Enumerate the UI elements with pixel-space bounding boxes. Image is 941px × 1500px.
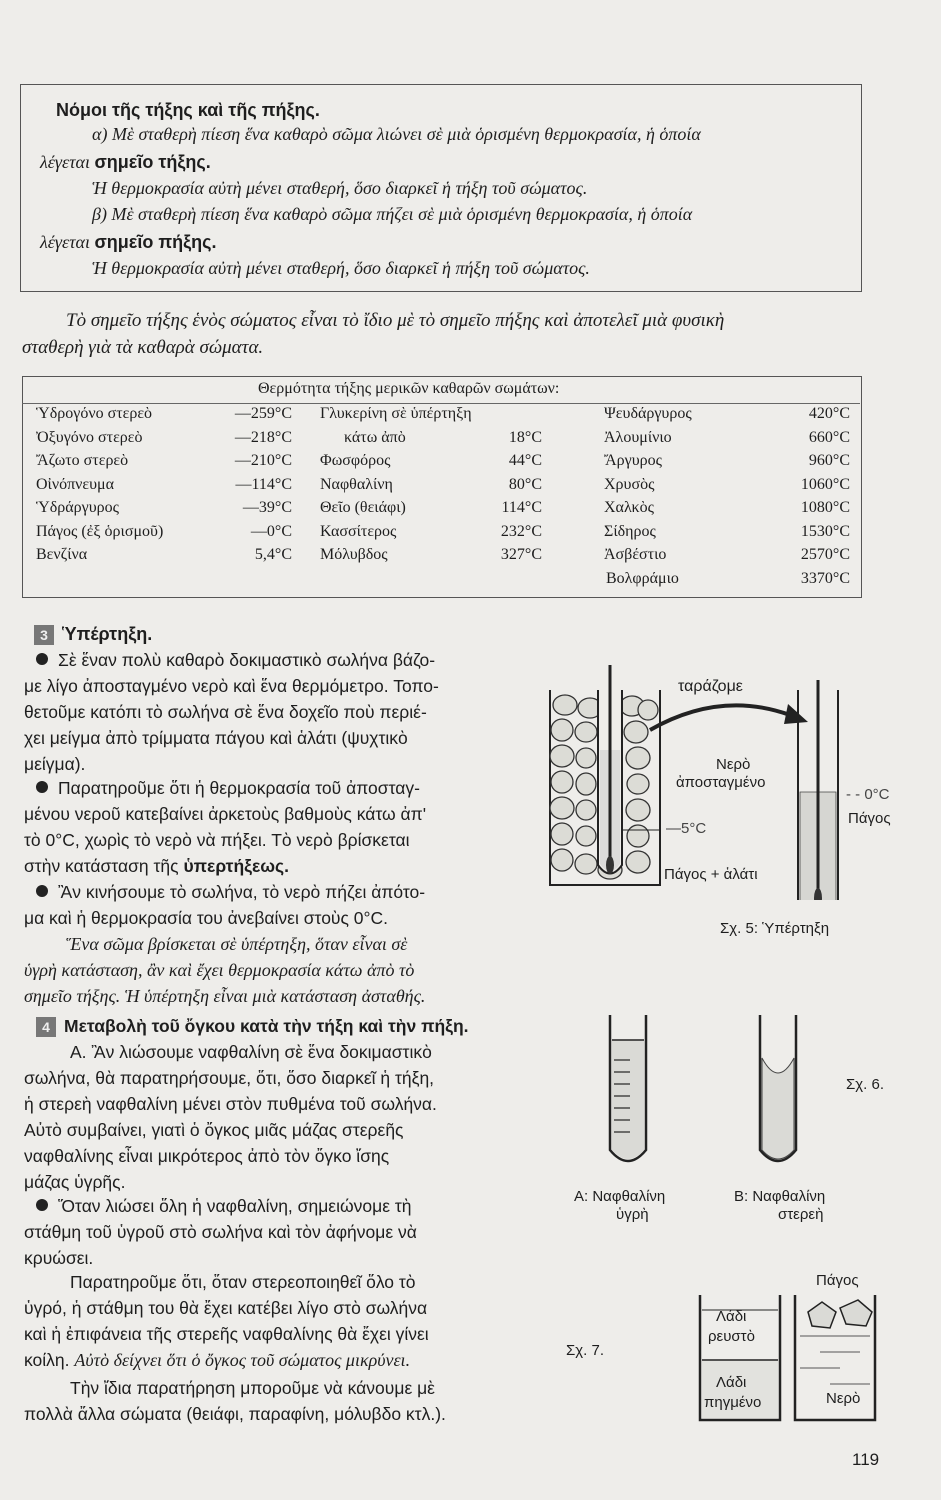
s3-p2-line-0: Παρατηροῦμε ὅτι ἡ θερμοκρασία τοῦ ἀποσταγ- <box>36 778 420 799</box>
liquid-naphthalene-tube <box>610 1015 646 1161</box>
fig5-distilled-label: ἀποσταγμένο <box>676 774 766 791</box>
table-cell-name: Πάγος (ἐξ ὁρισμοῦ) <box>36 522 164 540</box>
fig7-liquid-label: ρευστὸ <box>708 1328 755 1345</box>
table-cell-value: 327°C <box>500 546 542 563</box>
table-cell-value: 80°C <box>508 475 542 493</box>
table-cell-name: Ψευδάργυρος <box>604 405 692 422</box>
s4-pA-line-0: Α. Ἂν λιώσουμε ναφθαλίνη σὲ ἕνα δοκιμαστικὸ <box>70 1042 432 1062</box>
s4-pA-line-3: Αὐτὸ συμβαίνει, γιατὶ ὁ ὄγκος μιᾶς μάζας στερεῆς <box>24 1120 404 1140</box>
table-cell-value: 114°C <box>501 499 542 516</box>
table-cell-name: κάτω ἀπὸ <box>344 428 406 446</box>
s4-pC-line-3: κοίλη. Αὐτὸ δείχνει ὅτι ὁ ὄγκος τοῦ σώματος μικρύνει. <box>24 1350 411 1370</box>
s3-p2-line-1: μένου νεροῦ κατεβαίνει ἀρκετοὺς βαθμοὺς κάτω ἀπ' <box>24 804 427 824</box>
s3-p1-line-3: χει μείγμα ἀπὸ τρίμματα πάγου καὶ ἁλάτι (ψυχτικὸ <box>24 728 408 748</box>
table-cell-value: 232°C <box>500 522 542 540</box>
table-cell-value: 1530°C <box>800 522 850 540</box>
fig5-ice-salt-label: Πάγος + ἁλάτι <box>664 866 758 883</box>
statement-line-2: σταθερὴ γιὰ τὰ καθαρὰ σώματα. <box>22 337 264 358</box>
bullet-icon <box>36 1199 48 1211</box>
table-cell-value: —0°C <box>250 522 292 540</box>
ice-salt-beaker <box>550 665 660 885</box>
table-cell-name: Βενζίνα <box>36 546 88 563</box>
table-cell-name: Ναφθαλίνη <box>320 475 393 493</box>
fig7-oil-solid-label: Λάδι <box>716 1374 747 1391</box>
table-cell-name: Ἀσβέστιο <box>604 546 667 563</box>
frozen-tube <box>798 680 838 900</box>
table-cell-name: Κασσίτερος <box>320 522 397 540</box>
s3-def-line-2: σημεῖο τήξης. Ἡ ὑπέρτηξη εἶναι μιὰ κατάσταση ἀσταθής. <box>24 986 426 1006</box>
table-cell-value: —210°C <box>234 452 292 469</box>
section4-heading <box>36 1016 469 1037</box>
s4-pA-line-4: ναφθαλίνης εἶναι μικρότερος ἀπὸ τὸν ὄγκο ἴσης <box>24 1146 390 1166</box>
s3-p1-line-0: Σὲ ἕναν πολὺ καθαρὸ δοκιμαστικὸ σωλήνα βάζο- <box>36 650 435 671</box>
s3-p3-line-0: Ἂν κινήσουμε τὸ σωλήνα, τὸ νερὸ πήζει ἀπότο- <box>36 882 425 903</box>
fig6-b-label: Β: Ναφθαλίνη <box>734 1188 826 1205</box>
s4-pC-conclusion: Αὐτὸ δείχνει ὅτι ὁ ὄγκος τοῦ σώματος μικρύνει. <box>74 1350 411 1370</box>
fig6-a-label: Α: Ναφθαλίνη <box>574 1188 666 1205</box>
law-a-rule: Ἡ θερμοκρασία αὐτὴ μένει σταθερή, ὅσο διαρκεῖ ἡ τήξη τοῦ σώματος. <box>92 178 588 198</box>
statement-line-1: Τὸ σημεῖο τήξης ἑνὸς σώματος εἶναι τὸ ἴδιο μὲ τὸ σημεῖο πήξης καὶ ἀποτελεῖ μιὰ φυσικὴ <box>66 310 725 331</box>
s3-def-line-0: Ἕνα σῶμα βρίσκεται σὲ ὑπέρτηξη, ὅταν εἶναι σὲ <box>66 934 408 954</box>
s4-pB-line-2: κρυώσει. <box>24 1248 94 1268</box>
s4-pC-line-1: ὑγρό, ἡ στάθμη του θὰ ἔχει κατέβει λίγο στὸ σωλήνα <box>24 1298 428 1318</box>
s4-pD-line-0: Τὴν ἴδια παρατήρηση μποροῦμε νὰ κάνουμε μὲ <box>70 1378 435 1398</box>
table-cell-name: Ὀξυγόνο στερεὸ <box>36 428 143 446</box>
table-cell-name: Χαλκὸς <box>604 499 654 516</box>
fig5-caption: Σχ. 5: Ὑπέρτηξη <box>720 920 830 937</box>
section3-number: 3 <box>34 625 54 645</box>
s4-pA-line-1: σωλήνα, θὰ παρατηρήσουμε, ὅτι, ὅσο διαρκεῖ ἡ τήξη, <box>24 1068 435 1088</box>
table-cell-name: Φωσφόρος <box>320 452 391 469</box>
fig7-water-label: Νερὸ <box>826 1390 861 1407</box>
fig6-caption: Σχ. 6. <box>846 1076 884 1093</box>
bullet-icon <box>36 653 48 665</box>
law-b-term: σημεῖο πήξης. <box>94 232 217 252</box>
table-divider <box>22 403 860 404</box>
table-cell-value: 960°C <box>808 452 850 469</box>
table-cell-value: 3370°C <box>800 569 850 587</box>
table-cell-value: —218°C <box>234 428 292 446</box>
table-cell-name: Χρυσὸς <box>604 475 655 493</box>
s3-p3-line-1: μα καὶ ἡ θερμοκρασία του ἀνεβαίνει στοὺς 0°C. <box>24 908 389 928</box>
table-cell-name: Θεῖο (θειάφι) <box>320 499 406 516</box>
table-cell-value: —114°C <box>235 475 292 493</box>
s4-pD-line-1: πολλὰ ἄλλα σώματα (θειάφι, παραφίνη, μόλυβδο κτλ.). <box>24 1404 446 1424</box>
table-cell-name: Οἰνόπνευμα <box>36 475 115 493</box>
s3-p2-line-2: τὸ 0°C, χωρὶς τὸ νερὸ νὰ πήξει. Τὸ νερὸ βρίσκεται <box>24 830 410 850</box>
fig5-minus5-label: —5°C <box>666 820 707 837</box>
table-cell-value: —259°C <box>234 405 292 422</box>
table-cell-name: Μόλυβδος <box>320 546 388 563</box>
section3-title: Ὑπέρτηξη. <box>62 624 153 644</box>
law-a-text: α) Μὲ σταθερὴ πίεση ἕνα καθαρὸ σῶμα λιώνει σὲ μιὰ ὁρισμένη θερμοκρασία, ἡ ὁποία <box>92 124 701 144</box>
table-cell-value: 1060°C <box>800 475 850 493</box>
law-b-text: β) Μὲ σταθερὴ πίεση ἕνα καθαρὸ σῶμα πήζει σὲ μιὰ ὁρισμένη θερμοκρασία, ἡ ὁποία <box>92 204 693 224</box>
bullet-icon <box>36 885 48 897</box>
s3-p2-line-3: στὴν κατάσταση τῆς ὑπερτήξεως. <box>24 856 290 876</box>
solid-naphthalene-tube <box>760 1015 796 1161</box>
fig7-ice-label: Πάγος <box>816 1272 859 1289</box>
table-cell-name: Ἀλουμίνιο <box>604 428 672 446</box>
supercooling-term: ὑπερτήξεως. <box>183 856 290 876</box>
fig5-zero-label: - - 0°C <box>846 786 890 803</box>
table-cell-value: 5,4°C <box>254 546 292 563</box>
table-cell-name: Ὑδρογόνο στερεὸ <box>36 405 153 422</box>
table-cell-value: 44°C <box>508 452 542 469</box>
fig5-ice-label: Πάγος <box>848 810 891 827</box>
bullet-icon <box>36 781 48 793</box>
fig7-solid-label: πηγμένο <box>704 1394 762 1411</box>
fig6-a-state: ὑγρὴ <box>616 1206 649 1223</box>
section4-number: 4 <box>36 1017 56 1037</box>
table-title: Θερμότητα τήξης μερικῶν καθαρῶν σωμάτων: <box>258 380 560 397</box>
table-cell-value: 420°C <box>808 405 850 422</box>
fig7-oil-label: Λάδι <box>716 1308 747 1325</box>
s3-p1-line-2: θετοῦμε κατόπι τὸ σωλήνα σὲ ἕνα δοχεῖο ποὺ περιέ- <box>24 702 427 722</box>
s4-pA-line-2: ἡ στερεὴ ναφθαλίνη μένει στὸν πυθμένα τοῦ σωλήνα. <box>24 1094 437 1114</box>
table-cell-name: Ἄργυρος <box>604 452 662 469</box>
fig6-drawing <box>600 1010 840 1180</box>
fig7-caption: Σχ. 7. <box>566 1342 604 1359</box>
table-cell-value: 18°C <box>508 428 542 446</box>
page-number: 119 <box>852 1450 880 1469</box>
table-cell-name: Γλυκερίνη σὲ ὑπέρτηξη <box>320 405 472 422</box>
law-b-rule: Ἡ θερμοκρασία αὐτὴ μένει σταθερή, ὅσο διαρκεῖ ἡ πήξη τοῦ σώματος. <box>92 258 590 278</box>
section3-heading <box>34 624 152 645</box>
s4-pC-line-0: Παρατηροῦμε ὅτι, ὅταν στερεοποιηθεῖ ὅλο τὸ <box>70 1272 416 1292</box>
table-cell-name: Ἄζωτο στερεὸ <box>36 452 129 469</box>
table-cell-value: 2570°C <box>800 546 850 563</box>
table-cell-name: Βολφράμιο <box>606 569 679 587</box>
table-cell-value: 660°C <box>808 428 850 446</box>
fig6-b-state: στερεὴ <box>778 1206 824 1223</box>
table-cell-name: Ὑδράργυρος <box>36 499 119 516</box>
section4-title: Μεταβολὴ τοῦ ὄγκου κατὰ τὴν τήξη καὶ τὴν πήξη. <box>64 1016 469 1036</box>
table-cell-value: —39°C <box>242 499 292 516</box>
table-cell-value: 1080°C <box>800 499 850 516</box>
laws-title: Νόμοι τῆς τήξης καὶ τῆς πήξης. <box>56 100 320 120</box>
s3-p1-line-1: με λίγο ἀποσταγμένο νερὸ καὶ ἕνα θερμόμετρο. Τοπο- <box>24 676 439 696</box>
table-cell-name: Σίδηρος <box>604 522 656 540</box>
s4-pC-line-2: καὶ ἡ ἐπιφάνεια τῆς στερεῆς ναφθαλίνης θὰ ἔχει γίνει <box>24 1324 429 1344</box>
law-a-called: λέγεται σημεῖο τήξης. <box>40 152 211 172</box>
arrow-icon <box>784 704 808 724</box>
s4-pB-line-1: στάθμη τοῦ ὑγροῦ στὸ σωλήνα καὶ τὸν ἀφήνομε νὰ <box>24 1222 417 1242</box>
s3-def-line-1: ὑγρὴ κατάσταση, ἂν καὶ ἔχει θερμοκρασία κάτω ἀπὸ τὸ <box>24 960 415 980</box>
law-a-term: σημεῖο τήξης. <box>94 152 211 172</box>
s4-pA-line-5: μάζας ὑγρῆς. <box>24 1172 126 1192</box>
fig5-water-label: Νερὸ <box>716 756 751 773</box>
s4-pB-line-0: Ὅταν λιώσει ὅλη ἡ ναφθαλίνη, σημειώνομε τὴ <box>36 1196 412 1217</box>
fig5-shake-label: ταράζομε <box>678 678 743 695</box>
s3-p1-line-4: μείγμα). <box>24 754 86 774</box>
law-b-called: λέγεται σημεῖο πήξης. <box>40 232 217 252</box>
